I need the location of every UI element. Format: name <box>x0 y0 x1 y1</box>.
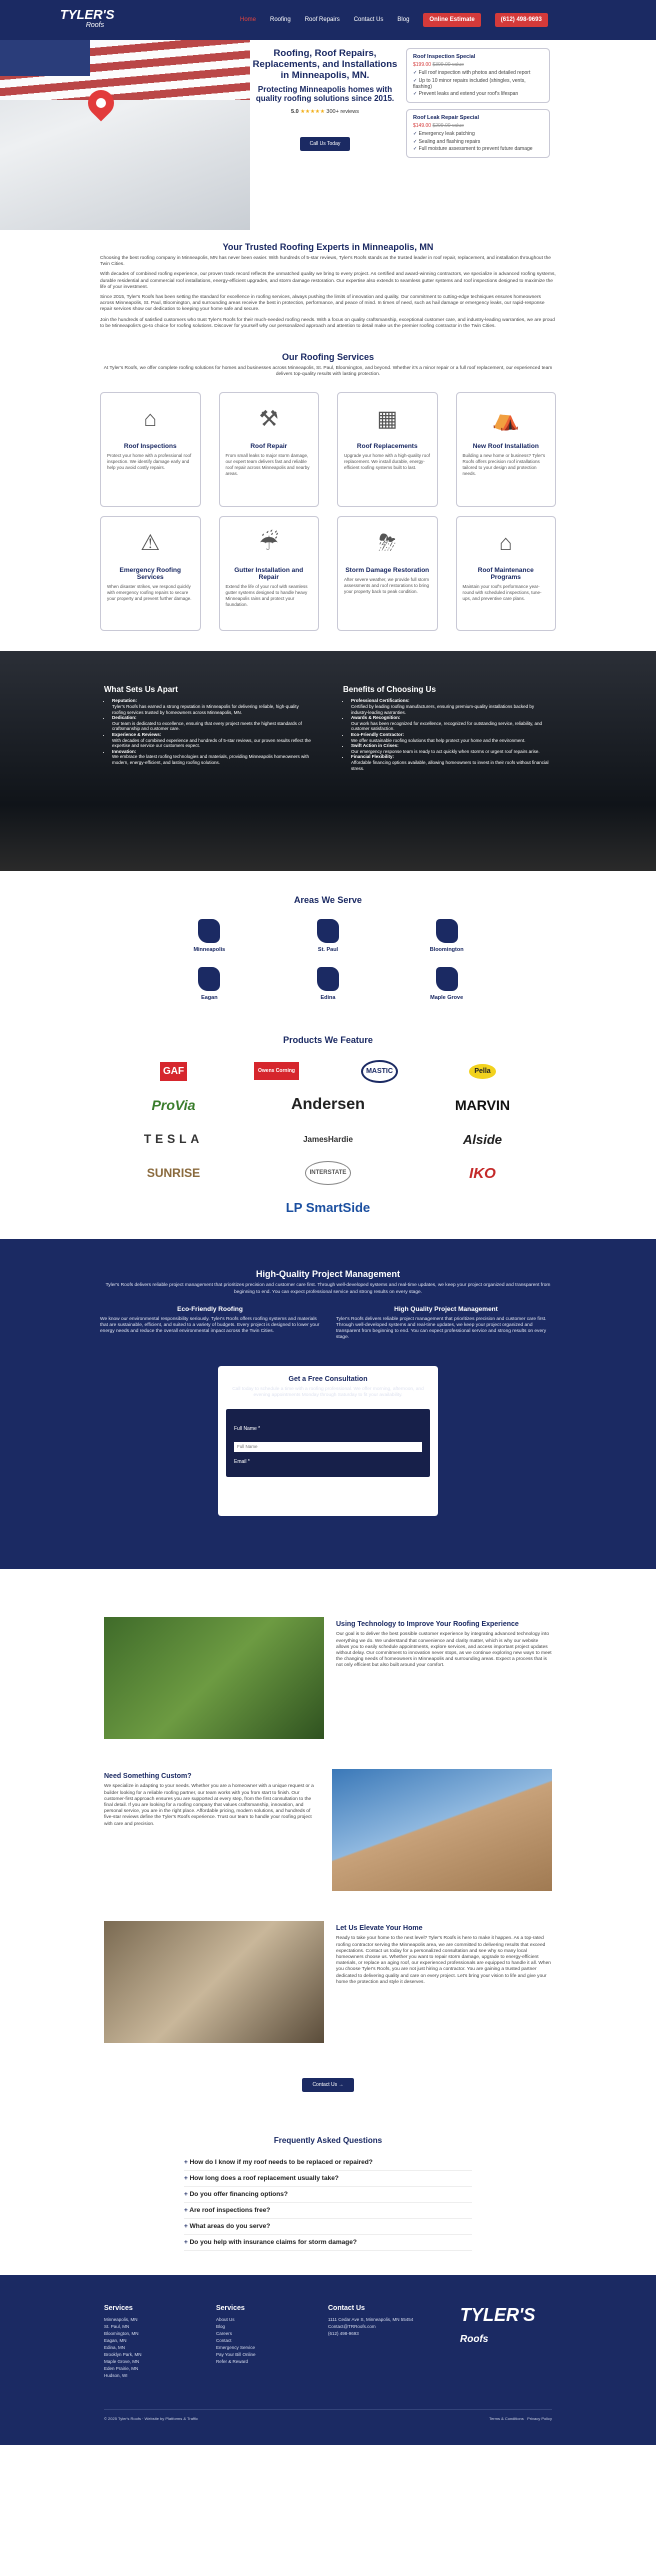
service-card-replacements[interactable]: ▦ Roof Replacements Upgrade your home with a high-quality roof replacement. We install durable, energy-efficient roofing systems built to last. <box>337 392 438 507</box>
brand-sunrise: SUNRISE <box>146 1166 201 1181</box>
custom-block: Need Something Custom? We specialize in adapting to your needs. Whether you are a homeowner with a unique request or a builder looking for a reliable roofing partner, our team works with you from start to finish. Our customer-first approach ensures you are supported at every step, from the first consultation to the final detail. If you are looking for a roofing company that values craftsmanship, innovation, and personal service, you are in the right place. Affordable pricing, modern solutions, and hundreds of five-star reviews define the Tyler's Roofs experience. Trust our team to handle your roofing project with care and precision. <box>104 1769 552 1891</box>
aerial-roof-photo <box>104 1617 324 1739</box>
brand-mastic: MASTIC <box>336 1059 423 1083</box>
offer-card-inspection[interactable]: Roof Inspection Special $199.00 $399.00 value ✓ Full roof inspection with photos and detailed report ✓ Up to 10 minor repairs included (shingles, vents, flashing) ✓ Prevent leaks and extend your roof's lifespan <box>406 48 550 103</box>
city-map-icon <box>436 967 458 991</box>
brand-tesla: TESLA <box>143 1132 204 1147</box>
phone-button[interactable]: (612) 498-9693 <box>495 13 548 27</box>
nav-links <box>240 13 548 27</box>
area-bloomington[interactable]: Bloomington <box>387 919 506 953</box>
areas-section: Areas We Serve Minneapolis St. Paul Bloomington Eagan Edina Maple Grove <box>0 871 656 1013</box>
storm-icon: ⛈ <box>378 530 397 556</box>
service-card-maintenance[interactable]: ⌂ Roof Maintenance Programs Maintain your roof's performance year-round with scheduled inspections, tune-ups, and preventive care plans. <box>456 516 557 631</box>
maintenance-icon: ⌂ <box>499 530 513 556</box>
trusted-title: Your Trusted Roofing Experts in Minneapolis, MN <box>222 242 434 252</box>
faq-item[interactable]: + What areas do you serve? <box>184 2219 472 2235</box>
top-nav <box>0 0 656 40</box>
area-st-paul[interactable]: St. Paul <box>269 919 388 953</box>
terms-link[interactable]: Terms & Conditions <box>489 2416 524 2422</box>
brand-provia: ProVia <box>151 1097 196 1114</box>
apart-section: What Sets Us Apart • Reputation: Tyler's Roofs has earned a strong reputation in Minneapolis for delivering reliable, high-quality roofing services trusted by homeowners across Minneapolis, MN. • Dedication: Our team is dedicated to excellence, ensuring that every project meets the highest standards of craftsmanship and customer care. • Experience & Reviews: With decades of combined experience and hundreds of 5-star reviews, our proven results reflect the expertise and service our customers expect. • Innovation: We embrace the latest roofing technologies and materials, providing Minneapolis homeowners with modern, energy-efficient, and lasting roofing solutions. Benefits of Choosing Us • Professional Certifications: Certified by leading roofing manufacturers, ensuring premium-quality installations backed by industry-leading warranties. • Awards & Recognition: Our work has been recognized for excellence, recognized for outstanding service, reliability, and customer satisfaction. • Eco-Friendly Contractor: We offer sustainable roofing solutions that help protect your home and the environment. • Swift Action in Crises: Our emergency response team is ready to act quickly when storms or urgent roof repairs arise. • Financial Flexibility: Affordable financing options available, allowing homeowners to invest in their roofs without financial stress. <box>0 651 656 871</box>
offer-card-leak-repair[interactable]: Roof Leak Repair Special $149.00 $299.00 value ✓ Emergency leak patching ✓ Sealing and flashing repairs ✓ Full moisture assessment to prevent future damage <box>406 109 550 158</box>
brand-interstate: INTERSTATE <box>233 1161 423 1185</box>
privacy-link[interactable]: Privacy Policy <box>527 2416 552 2422</box>
brand-pella: Pella <box>439 1059 526 1083</box>
site-footer <box>0 2275 656 2445</box>
service-card-repair[interactable]: ⚒ Roof Repair From small leaks to major storm damage, our expert team delivers fast and reliable roof repair across Minneapolis and nearby areas. <box>219 392 320 507</box>
faq-item[interactable]: + Are roof inspections free? <box>184 2203 472 2219</box>
service-card-installation[interactable]: ⛺ New Roof Installation Building a new home or business? Tyler's Roofs offers precision roof installations tailored to your design and protection needs. <box>456 392 557 507</box>
roof-inspection-icon: ⌂ <box>143 406 157 432</box>
hero-headline-block <box>250 40 400 230</box>
nav-link-home[interactable]: Home <box>240 17 257 23</box>
service-card-inspections[interactable]: ⌂ Roof Inspections Protect your home with a professional roof inspection. We identify damage early and help you avoid costly repairs. <box>100 392 201 507</box>
minnesota-map-image <box>0 40 250 230</box>
offer-cards <box>400 40 550 230</box>
area-minneapolis[interactable]: Minneapolis <box>150 919 269 953</box>
project-management-block: High Quality Project Management Tyler's Roofs delivers reliable project management that prioritizes precision and customer care first. Through well-developed systems and real-time updates, we keep your project organized and transparent from beginning to end. You can expect professional service and strong results on every stage. <box>336 1305 547 1341</box>
brand-jameshardie: JamesHardie <box>303 1134 353 1144</box>
service-card-storm[interactable]: ⛈ Storm Damage Restoration After severe weather, we provide full storm assessments and roof restorations to bring your property back to peak condition. <box>337 516 438 631</box>
area-maple-grove[interactable]: Maple Grove <box>387 967 506 1001</box>
hero-section <box>0 40 656 230</box>
service-card-emergency[interactable]: ⚠ Emergency Roofing Services When disaster strikes, we respond quickly with emergency roofing repairs to secure your property and prevent further damage. <box>100 516 201 631</box>
services-section: Our Roofing Services At Tyler's Roofs, we offer complete roofing solutions for homes and businesses across Minneapolis, St. Paul, Bloomington, and beyond. Whether it's a minor repair or a full roof replacement, our experienced team delivers top-quality results with lasting protection. ⌂ Roof Inspections Protect your home with a professional roof inspection. We identify damage early and help you avoid costly repairs. ⚒ Roof Repair From small leaks to major storm damage, our expert team delivers fast and reliable roof repair across Minneapolis and nearby areas. ▦ Roof Replacements Upgrade your home with a high-quality roof replacement. We install durable, energy-efficient roofing systems built to last. ⛺ New Roof Installation Building a new home or business? Tyler's Roofs offers precision roof installations tailored to your design and protection needs. ⚠ Emergency Roofing Services When disaster strikes, we respond quickly with emergency roofing repairs to secure your property and prevent further damage. ☔ Gutter Installation and Repair Extend the life of your roof with seamless gutter systems designed to handle heavy Minneapolis rains and protect your foundation. ⛈ Storm Damage Restoration After severe weather, we provide full storm assessments and roof restorations to bring your property back to peak condition. ⌂ Roof Maintenance Programs Maintain your roof's performance year-round with scheduled inspections, tune-ups, and preventive care plans. <box>0 342 656 651</box>
area-eagan[interactable]: Eagan <box>150 967 269 1001</box>
online-estimate-button[interactable]: Online Estimate <box>423 13 480 27</box>
content-blocks <box>0 1569 656 2092</box>
faq-section: Frequently Asked Questions + How do I know if my roof needs to be replaced or repaired? + How long does a roof replacement usually take? + Do you offer financing options? + Are roof inspections free? + What areas do you serve? + Do you help with insurance claims for storm damage? <box>0 2092 656 2275</box>
site-logo[interactable]: TYLER'S Roofs <box>60 7 115 29</box>
brand-gaf: GAF <box>130 1059 217 1083</box>
roof-construction-photo <box>104 1921 324 2043</box>
full-name-input[interactable] <box>234 1442 422 1452</box>
footer-col-contact: Contact Us 1111 Cedar Ave S, Minneapolis, MN 55454 Contact@TRRoofs.com (612) 498-9693 <box>328 2305 414 2337</box>
city-map-icon <box>198 967 220 991</box>
faq-item[interactable]: + Do you help with insurance claims for storm damage? <box>184 2235 472 2251</box>
brand-lp-smartside: LP SmartSide <box>285 1199 371 1215</box>
emergency-icon: ⚠ <box>140 530 161 556</box>
footer-logo[interactable]: TYLER'S Roofs <box>460 2305 536 2346</box>
roof-repair-icon: ⚒ <box>258 406 279 432</box>
brand-iko: IKO <box>469 1164 496 1182</box>
area-edina[interactable]: Edina <box>269 967 388 1001</box>
footer-col-areas: Services Minneapolis, MN St. Paul, MN Bloomington, MN Eagan, MN Edina, MN Brooklyn Park, MN Maple Grove, MN Eden Prairie, MN Hudson, WI <box>104 2305 142 2379</box>
city-map-icon <box>317 967 339 991</box>
brand-andersen: Andersen <box>291 1096 365 1114</box>
nav-link-blog[interactable]: Blog <box>397 17 410 23</box>
hero-title: Roofing, Roof Repairs, Replacements, and Installations in Minneapolis, MN. <box>252 48 398 81</box>
rating-badge: 5.0 ★★★★★ 300+ reviews <box>291 109 359 115</box>
brand-alside: Alside <box>462 1131 502 1147</box>
roof-replacement-icon: ▦ <box>376 406 398 432</box>
elevate-block: Let Us Elevate Your Home Ready to take your home to the next level? Tyler's Roofs is here to make it happen. As a top-rated roofing contractor serving the Minneapolis area, we are committed to delivering results that exceed expectations. Contact us today for a personalized consultation and see why so many local homeowners choose us. Whether you want to repair storm damage, upgrade to energy-efficient materials, or replace an aging roof, our experienced professionals are equipped to handle it all. When you choose Tyler's Roofs, you are not just hiring a contractor. You are gaining a trusted partner dedicated to delivering quality and care on every project. Let's bring your vision to life and give your home the protection and style it deserves. <box>104 1921 552 2043</box>
contact-us-button[interactable]: Contact Us → <box>302 2078 353 2092</box>
eco-friendly-block: Eco-Friendly Roofing We know our environmental responsibility seriously. Tyler's Roofs offers roofing systems and materials that are sustainable, efficient, and suited to a variety of budgets. Every project is designed to lower your energy needs and reduce the overall environmental impact across the Twin Cities. <box>100 1305 320 1335</box>
new-roof-icon: ⛺ <box>492 406 520 432</box>
products-section: Products We Feature GAF Owens Corning MASTIC Pella ProVia Andersen MARVIN TESLA JamesHardie Alside SUNRISE INTERSTATE IKO LP SmartSide <box>0 1013 656 1239</box>
brand-owens-corning: Owens Corning <box>233 1059 320 1083</box>
trusted-section: Your Trusted Roofing Experts in Minneapolis, MN Choosing the best roofing company in Minneapolis, MN has never been easier. With hundreds of 5-star reviews, Tyler's Roofs stands as the trusted leader in roof repair, replacement, and installation throughout the Twin Cities. With decades of combined roofing experience, our proven track record reflects the unmatched quality we bring to every project. As certified and award-winning contractors, we specialize in advanced roofing systems, durable residential and commercial roof installations, energy-efficient upgrades, and storm damage restoration. Our expertise also extends to seamless gutter systems and roof inspections designed to maximize the life of your investment. Since 2015, Tyler's Roofs has been setting the standard for excellence in roofing services, always pushing the limits of innovation and quality. Our commitment to cutting-edge techniques ensures homeowners across Minneapolis, St. Paul, Bloomington, and surrounding areas receive the best in protection, performance, and peace of mind. In times of need, such as hail damage or emergency leaks, our rapid-response repair services show our dedication to keeping your home safe and secure. Join the hundreds of satisfied customers who trust Tyler's Roofs for their much-needed roofing needs. With a focus on quality craftsmanship, exceptional customer care, and industry-leading warranties, we are proud to be Minneapolis's go-to choice for roofing solutions. Discover for yourself why our personalized approach and attention to detail make us the premier roofing contractor in the Twin Cities. <box>100 242 556 329</box>
city-map-icon <box>436 919 458 943</box>
technology-block: Using Technology to Improve Your Roofing Experience Our goal is to deliver the best possible customer experience by integrating advanced technology into everything we do. We understand that convenience and clarity matter, which is why our website allows you to easily schedule appointments, explore services, and access important project updates without delay. Our commitment to innovation never stops, as we continue exploring new ways to meet the changing needs of homeowners in Minneapolis and surrounding areas. Expect a process that is not only efficient but also built around your comfort. <box>104 1617 552 1739</box>
footer-col-links: Services About Us Blog Careers Contact Emergency Service Pay Your Bill Online Refer & Reward <box>216 2305 256 2365</box>
project-management-section: High-Quality Project Management Tyler's Roofs delivers reliable project management that prioritizes precision and customer care first. Through well-developed systems and real-time updates, we keep your project organized and transparent from beginning to end. You can expect professional service and strong results on every stage. Eco-Friendly Roofing We know our environmental responsibility seriously. Tyler's Roofs offers roofing systems and materials that are sustainable, efficient, and suited to a variety of budgets. Every project is designed to lower your energy needs and reduce the overall environmental impact across the Twin Cities. High Quality Project Management Tyler's Roofs delivers reliable project management that prioritizes precision and customer care first. Through well-developed systems and real-time updates, we keep your project organized and transparent from beginning to end. You can expect professional service and strong results on every stage. Get a Free Consultation Call today to schedule a time with a roofing professional. We offer morning, afternoon, and evening appointments Monday through Saturday to fit your availability. Full Name * Full Name Email * <box>0 1239 656 1569</box>
service-card-gutter[interactable]: ☔ Gutter Installation and Repair Extend the life of your roof with seamless gutter systems designed to handle heavy Minneapolis rains and protect your foundation. <box>219 516 320 631</box>
faq-item[interactable]: + How long does a roof replacement usually take? <box>184 2171 472 2187</box>
city-map-icon <box>317 919 339 943</box>
consultation-form: Full Name * Full Name Email * <box>226 1409 430 1477</box>
faq-item[interactable]: + How do I know if my roof needs to be replaced or repaired? <box>184 2155 472 2171</box>
nav-link-roofing[interactable]: Roofing <box>270 17 291 23</box>
brand-marvin: MARVIN <box>455 1097 510 1114</box>
hero-subtitle: Protecting Minneapolis homes with quality roofing solutions since 2015. <box>255 85 395 103</box>
city-map-icon <box>198 919 220 943</box>
call-us-button[interactable]: Call Us Today <box>300 137 351 151</box>
gutter-icon: ☔ <box>258 530 279 556</box>
star-icon: ★★★★★ <box>300 109 325 115</box>
footer-bottom: © 2025 Tyler's Roofs · Website by Platforms & Traffic Terms & Conditions Privacy Policy <box>104 2409 552 2421</box>
pergola-photo <box>332 1769 552 1891</box>
faq-item[interactable]: + Do you offer financing options? <box>184 2187 472 2203</box>
nav-link-contact[interactable]: Contact Us <box>353 17 384 23</box>
consultation-card: Get a Free Consultation Call today to schedule a time with a roofing professional. We offer morning, afternoon, and evening appointments Monday through Saturday to fit your availability. Full Name * Full Name Email * <box>218 1366 438 1516</box>
nav-link-roof-repairs[interactable]: Roof Repairs <box>304 17 340 23</box>
